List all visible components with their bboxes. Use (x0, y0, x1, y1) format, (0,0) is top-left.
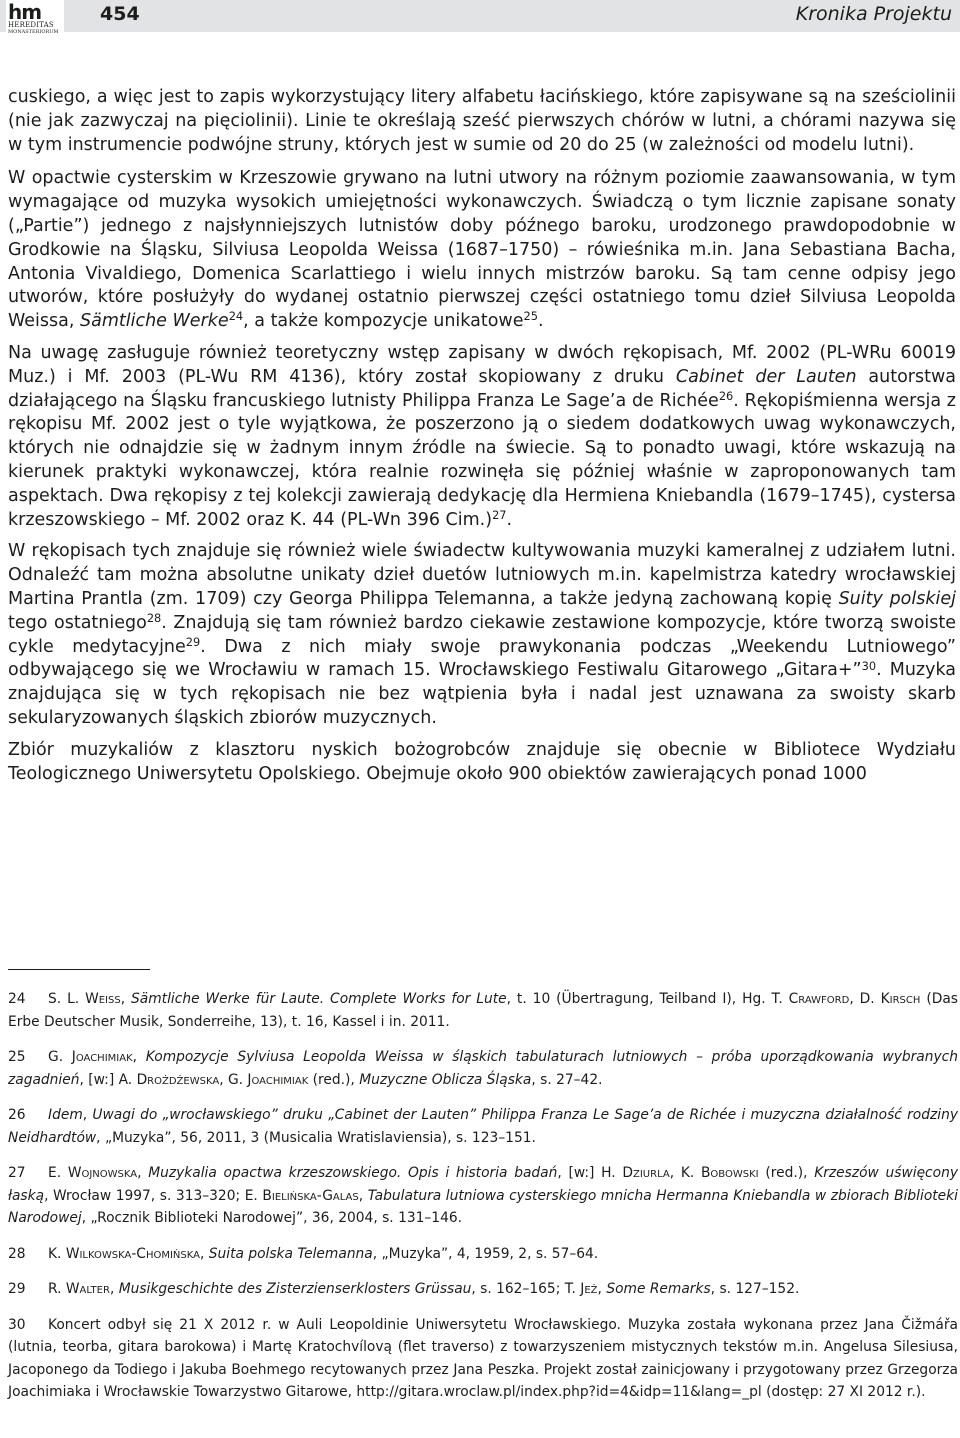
text-run: autorstwa działającego na Śląsku francuskiego lutnisty Philippa Franza Le Sage’a de Richée (8, 366, 956, 411)
text-run: , „Rocznik Biblioteki Narodowej”, 36, 2004, s. 131–146. (81, 1210, 463, 1226)
footnotes (8, 988, 958, 1417)
author-name: Kirsch (880, 991, 921, 1007)
footnote-number: 25 (8, 1049, 26, 1065)
author-name: Dziurla (622, 1165, 670, 1181)
page-header (0, 0, 960, 40)
footnote-ref-29[interactable]: 29 (185, 634, 201, 649)
author-name: Wilkowska-Chomińska (65, 1245, 200, 1262)
work-title: Krzeszów uświęcony łaską (8, 1165, 958, 1204)
text-run: , (82, 1107, 93, 1123)
text-run: , (132, 1049, 146, 1065)
hereditas-monasteriorum-logo (6, 0, 64, 40)
text-run: K. (48, 1245, 66, 1262)
text-run: (red.), (308, 1071, 360, 1088)
text-run: , t. 10 (Übertragung, Teilband I), Hg. T. (506, 991, 789, 1007)
text-run: , Wrocław 1997, s. 313–320; E. (44, 1187, 263, 1204)
author-name: Weiss (85, 991, 121, 1007)
footnote-ref-30[interactable]: 30 (861, 658, 877, 673)
footnote-27 (8, 1162, 958, 1230)
text-run: , a także kompozycje unikatowe (243, 311, 524, 332)
footnote-24 (8, 988, 958, 1033)
work-title: Cabinet der Lauten (675, 366, 857, 387)
text-run: , (358, 1187, 368, 1204)
text-run: , K. (669, 1165, 701, 1181)
footnote-number: 24 (8, 991, 26, 1007)
paragraph-1: cuskiego, a więc jest to zapis wykorzystujący litery alfabetu łacińskiego, które zapisywane są na sześciolinii (nie jak zazwyczaj na pięciolinii). Linie te określają sześć pierwszych chórów w lutni, a chórami nazywa się w tym instrumencie podwójne struny, których jest w sumie od 20 do 25 (w zależności od modelu lutni). (8, 87, 956, 155)
footnote-29 (8, 1278, 958, 1301)
text-run: . (506, 509, 513, 530)
author-name: Wojnowska (67, 1165, 138, 1181)
text-run: , [w:] A. (79, 1071, 137, 1088)
paragraph-4 (8, 540, 956, 730)
author-name: Bielińska-Galas (262, 1187, 359, 1204)
text-run: , (120, 991, 132, 1007)
footnote-26 (8, 1104, 958, 1149)
idem-marker: Idem (48, 1107, 83, 1123)
work-title: Muzykalia opactwa krzeszowskiego. Opis i historia badań (148, 1165, 558, 1181)
text-run: . Rękopiśmienna wersja z rękopisu Mf. 2002 jest o tyle wyjątkowa, że poszerzono ją o siedem dodatkowych uwag wykonawczych, których nie odnajdzie się w żadnym innym źródle na świecie. Są to ponadto uwagi, które wskazują na kierunek praktyki wykonawczej, która realnie rozwinęła się później właśnie w zaproponowanych tam aspektach. Dwa rękopisy z tej kolekcji zawierają dedykację dla Hermiena Kniebandla (1679–1745), cystersa krzeszowskiego – Mf. 2002 oraz K. 44 (PL-Wn 396 Cim.) (8, 390, 956, 530)
text-run: . Znajdują się tam również bardzo ciekawie zestawione kompozycje, które tworzą swoiste cykle medytacyjne (8, 612, 957, 657)
logo-line-1: HEREDITAS (8, 21, 54, 29)
footnote-number: 28 (8, 1245, 26, 1262)
work-title: Sämtliche Werke für Laute. Complete Works for Lute (131, 991, 507, 1007)
footnote-ref-26[interactable]: 26 (718, 388, 734, 403)
footnote-separator (8, 969, 150, 970)
text-run: , D. (849, 991, 881, 1007)
footnote-number: 27 (8, 1165, 26, 1181)
author-name: Jeż (580, 1281, 598, 1297)
footnote-ref-24[interactable]: 24 (228, 309, 244, 324)
footnote-number: 30 (8, 1316, 26, 1333)
work-title: Suita polska Telemanna (208, 1245, 373, 1262)
work-title: Sämtliche Werke (80, 311, 229, 332)
text-run: S. L. (48, 991, 86, 1007)
text-run: R. (48, 1281, 66, 1297)
footnote-25 (8, 1046, 958, 1091)
footnote-ref-27[interactable]: 27 (492, 507, 507, 522)
footnote-number: 26 (8, 1107, 26, 1123)
work-title: Uwagi do „wrocławskiego” druku „Cabinet der Lauten” Philippa Franza Le Sage’a de Richée i muzyczna działalność rodziny Neidhardtów (8, 1107, 958, 1146)
footnote-30 (8, 1314, 958, 1404)
text-run: tego ostatniego (8, 612, 147, 633)
logo-mark: hm (8, 0, 42, 24)
text-run: W opactwie cysterskim w Krzeszowie grywano na lutni utwory na różnym poziomie zaawansowania, w tym wymagające od muzyka wysokich umiejętności wykonawczych. Świadczą o tym licznie zapisane sonaty („Partie”) jednego z najsłynniejszych lutnistów doby późnego baroku, urodzonego prawdopodobnie w Grodkowie na Śląsku, Silviusa Leopolda Weissa (1687–1750) – rówieśnika m.in. Jana Sebastiana Bacha, Antonia Vivaldiego, Domenica Scarlattiego i wielu innych mistrzów baroku. Są tam cenne odpisy jego utworów, które posłużyły do wydanej ostatnio pierwszej części ostatniego tomu dzieł Silviusa Leopolda Weissa, (8, 168, 956, 332)
paragraph-3 (8, 342, 956, 532)
text-run: W rękopisach tych znajduje się również wiele świadectw kultywowania muzyki kameralnej z udziałem lutni. Odnaleźć tam można absolutne unikaty dzieł duetów lutniowych m.in. kapelmistrza katedry wrocławskiej Martina Prantla (zm. 1709) czy Georga Philippa Telemanna, a także jedyną zachowaną kopię (8, 541, 956, 609)
text-run: Na uwagę zasługuje również teoretyczny wstęp zapisany w dwóch rękopisach, Mf. 2002 (PL-WRu 60019 Muz.) i Mf. 2003 (PL-Wu RM 4136), który został skopiowany z druku (8, 342, 956, 387)
work-title: Muzyczne Oblicza Śląska (359, 1071, 532, 1088)
text-run: G. (48, 1049, 72, 1065)
paragraph-2 (8, 167, 956, 334)
footnote-ref-25[interactable]: 25 (523, 309, 538, 324)
text-run: . (537, 311, 544, 332)
running-title: Kronika Projektu (795, 3, 952, 25)
text-run: , s. 162–165; T. (471, 1281, 581, 1297)
work-title: Tabulatura lutniowa cysterskiego mnicha Hermanna Kniebandla w zbiorach Biblioteki Narodowej (8, 1187, 958, 1226)
text-run: (Das Erbe Deutscher Musik, Sonderreihe, 13), t. 16, Kassel i in. 2011. (8, 991, 958, 1030)
text-run: , s. 127–152. (710, 1281, 800, 1297)
text-run: , „Muzyka”, 56, 2011, 3 (Musicalia Wratislaviensia), s. 123–151. (96, 1129, 536, 1146)
text-run: , (597, 1281, 607, 1297)
author-name: Bobowski (700, 1165, 759, 1181)
text-run: , (109, 1281, 119, 1297)
author-name: Drożdżewska (136, 1071, 220, 1088)
text-run: (red.), (758, 1165, 815, 1181)
footnote-ref-28[interactable]: 28 (146, 611, 162, 626)
text-run: , (199, 1245, 209, 1262)
text-run: . Muzyka znajdująca się w tych rękopisach nie bez wątpienia była i nadal jest uznawana za swoisty skarb sekularyzowanych śląskich zbiorów muzycznych. (8, 660, 956, 728)
main-text (8, 86, 956, 794)
text-run: . Dwa z nich miały swoje prawykonania podczas „Weekendu Lutniowego” odbywającego się we Wrocławiu w ramach 15. Wrocławskiego Festiwalu Gitarowego „Gitara+” (8, 636, 956, 681)
footnote-28 (8, 1243, 958, 1266)
paragraph-5: Zbiór muzykaliów z klasztoru nyskich bożogrobców znajduje się obecnie w Bibliotece Wydziału Teologicznego Uniwersytetu Opolskiego. Obejmuje około 900 obiektów zawierających ponad 1000 (8, 739, 956, 784)
text-run: , [w:] H. (557, 1165, 623, 1181)
author-name: Joachimiak (71, 1049, 133, 1065)
text-run: , (137, 1165, 149, 1181)
logo-line-2: MONASTERIORUM (8, 29, 59, 35)
text-run: , „Muzyka”, 4, 1959, 2, s. 57–64. (372, 1245, 599, 1262)
author-name: Crawford (788, 991, 850, 1007)
page-number: 454 (100, 3, 140, 25)
work-title: Some Remarks (606, 1281, 711, 1297)
work-title: Suity polskiej (838, 588, 956, 609)
author-name: Walter (65, 1281, 110, 1297)
text-run: , G. (219, 1071, 248, 1088)
footnote-number: 29 (8, 1281, 26, 1297)
text-run: Koncert odbył się 21 X 2012 r. w Auli Leopoldinie Uniwersytetu Wrocławskiego. Muzyka została wykonana przez Jana Čižmářa (lutnia, teorba, gitara barokowa) i Martę Kratochvílovą (flet traverso) z towarzyszeniem mistycznych tekstów m.in. Angelusa Silesiusa, Jacoponego da Todiego i Jakuba Boehmego recytowanych przez Jana Peszka. Projekt został zainicjowany i przygotowany przez Grzegorza Joachimiaka i Wrocławskie Towarzystwo Gitarowe, http://gitara.wroclaw.pl/index.php?id=4&idp=11&lang=_pl (dostęp: 27 XI 2012 r.). (8, 1316, 958, 1400)
text-run: , s. 27–42. (531, 1071, 603, 1088)
work-title: Kompozycje Sylviusa Leopolda Weissa w śląskich tabulaturach lutniowych – próba uporządkowania wybranych zagadnień (8, 1049, 958, 1088)
work-title: Musikgeschichte des Zisterzienserklosters Grüssau (118, 1281, 472, 1297)
text-run: E. (48, 1165, 68, 1181)
author-name: Joachimiak (247, 1071, 309, 1088)
